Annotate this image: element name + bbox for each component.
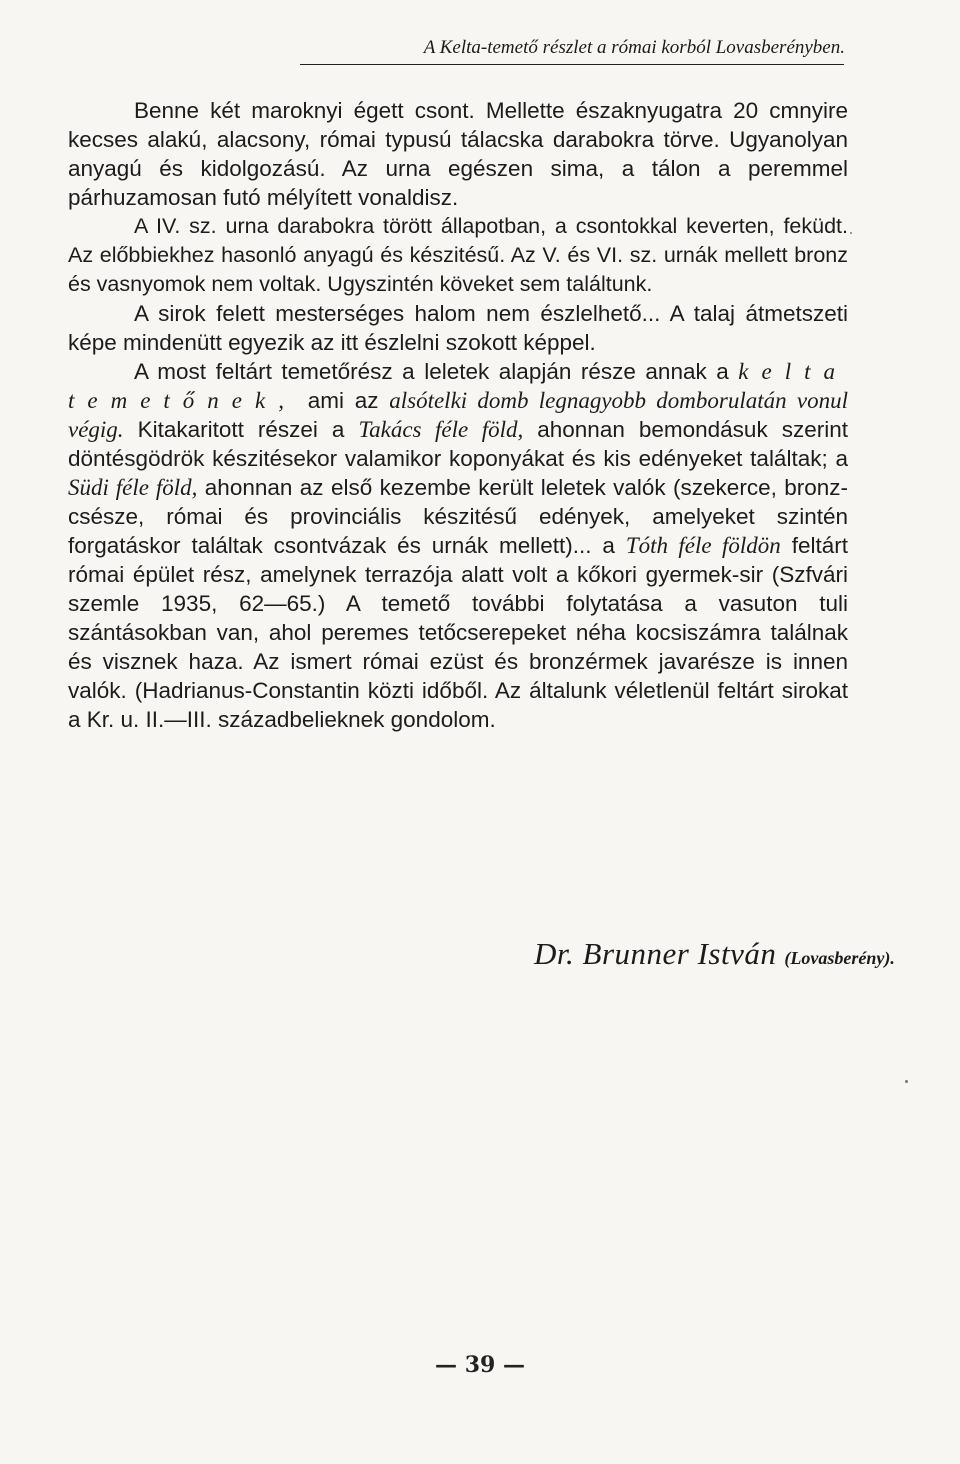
emphasis-italic: Tóth féle földön: [625, 533, 781, 558]
page-number: — 39 —: [435, 1352, 525, 1378]
author-name: Dr. Brunner István: [534, 936, 777, 971]
emphasis-spaced: kelta temetőnek,: [68, 359, 848, 413]
emphasis-italic: Takács féle föld,: [358, 417, 524, 442]
author-signature: [534, 936, 895, 972]
header-rule: [300, 64, 844, 65]
paragraph-1: [68, 96, 848, 212]
text-run: A most feltárt temetőrész a leletek alapján része annak a: [134, 359, 739, 384]
text-run: ami az: [296, 388, 390, 413]
paper-speck: [905, 1080, 908, 1083]
text-run: A IV. sz. urna darabokra törött állapotban, a csontokkal keverten, feküdt. Az előbbiekhez hasonló anyagú és készitésű. Az V. és VI. sz. urnák mellett bronz és vasnyomok nem voltak. Ugyszintén köveket sem találtunk.: [68, 214, 848, 296]
article-body: [68, 96, 848, 734]
paragraph-2: [68, 212, 848, 299]
text-run: feltárt római épület rész, amelynek terrazója alatt volt a kőkori gyermek-sir (Szfvári szemle 1935, 62—65.) A temető további folytatása a vasuton tuli szántásokban van, ahol peremes tetőcserepeket néha kocsiszámra találnak és visznek haza. Az ismert római ezüst és bronzérmek javarésze is innen valók. (Hadrianus-Constantin közti időből. Az általunk véletlenül feltárt sirokat a Kr. u. II.—III. századbelieknek gondolom.: [68, 533, 848, 732]
text-run: Kitakaritott részei a: [123, 417, 359, 442]
paper-speck: [850, 232, 852, 234]
running-title: A Kelta-temető részlet a római korból Lovasberényben.: [423, 37, 845, 58]
text-run: Benne két maroknyi égett csont. Mellette északnyugatra 20 cmnyire kecses alakú, alacsony, római typusú tálacska darabokra törve. Ugyanolyan anyagú és kidolgozású. Az urna egészen sima, a tálon a peremmel párhuzamosan futó mélyített vonaldisz.: [68, 98, 848, 210]
text-run: ahonnan az első kezembe került leletek valók (szekerce, bronz-csésze, római és provinciális készitésű edények, amelyeket szintén forgatáskor találtak csontvázak és urnák mellett)... a: [68, 475, 848, 558]
paragraph-3: [68, 299, 848, 357]
text-run: A sirok felett mesterséges halom nem észlelhető... A talaj átmetszeti képe mindenütt egyezik az itt észlelni szokott képpel.: [68, 301, 848, 355]
emphasis-italic: alsótelki domb legnagyobb domborulatán vonul végig.: [68, 388, 848, 442]
text-run: ahonnan bemondásuk szerint döntésgödrök készitésekor valamikor koponyákat és kis edényeket találtak; a: [68, 417, 848, 471]
paragraph-4: [68, 357, 848, 734]
emphasis-italic: Südi féle föld,: [68, 475, 198, 500]
author-place: (Lovasberény).: [784, 948, 895, 968]
